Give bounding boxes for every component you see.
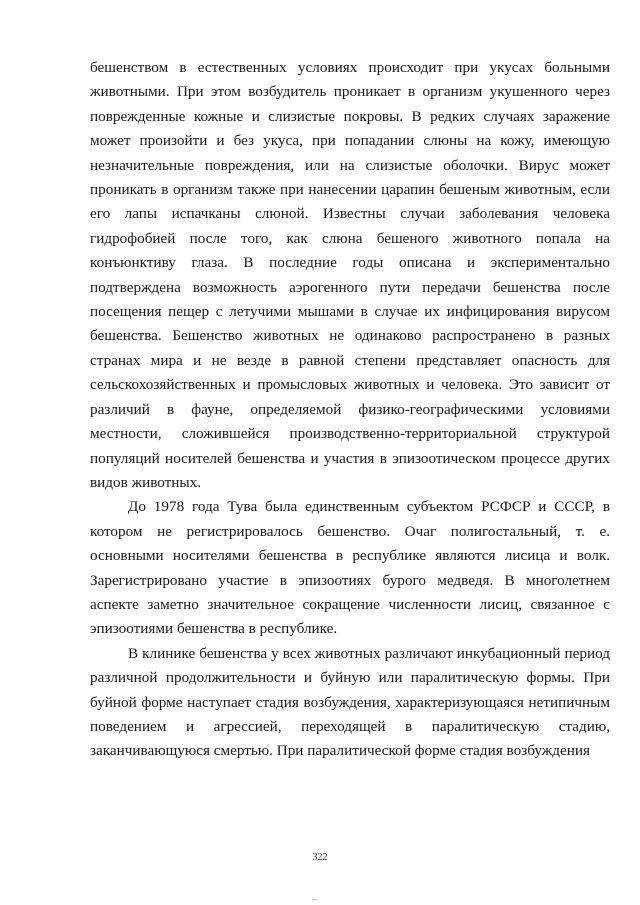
paragraph: До 1978 года Тува была единственным субъектом РСФСР и СССР, в котором не регистрировалось бешенство. Очаг полигостальный, т. е. основными носителями бешенства в республике являются лисица и волк. Зарегистрировано участие в эпизоотиях бурого медведя. В многолетнем аспекте заметно значительное сокращение численности лисиц, связанное с эпизоотиями бешенства в республике.	[90, 498, 610, 638]
page-number: 322	[312, 852, 328, 863]
paragraph: В клинике бешенства у всех животных различают инкубационный период различной продолжительности и буйную или паралитическую формы. При буйной форме наступает стадия возбуждения, характеризующаяся нетипичным поведением и агрессией, переходящей в паралитическую стадию, заканчивающуюся смертью. При паралитической форме стадия возбуждения	[90, 644, 610, 760]
footer-mark: ...	[312, 893, 318, 902]
body-text	[90, 56, 610, 764]
paragraph: бешенством в естественных условиях происходит при укусах больными животными. При этом возбудитель проникает в организм укушенного через поврежденные кожные и слизистые покровы. В редких случаях заражение может произойти и без укуса, при попадании слюны на кожу, имеющую незначительные повреждения, или на слизистые оболочки. Вирус может проникать в организм также при нанесении царапин бешеным животным, если его лапы испачканы слюной. Известны случаи заболевания человека гидрофобией после того, как слюна бешеного животного попала на конъюнктиву глаза. В последние годы описана и экспериментально подтверждена возможность аэрогенного пути передачи бешенства после посещения пещер с летучими мышами в случае их инфицирования вирусом бешенства. Бешенство животных не одинаково распространено в разных странах мира и не везде в равной степени представляет опасность для сельскохозяйственных и промысловых животных и человека. Это зависит от различий в фауне, определяемой физико-географическими условиями местности, сложившейся производственно-территориальной структурой популяций носителей бешенства и участия в эпизоотическом процессе других видов животных.	[90, 59, 610, 491]
